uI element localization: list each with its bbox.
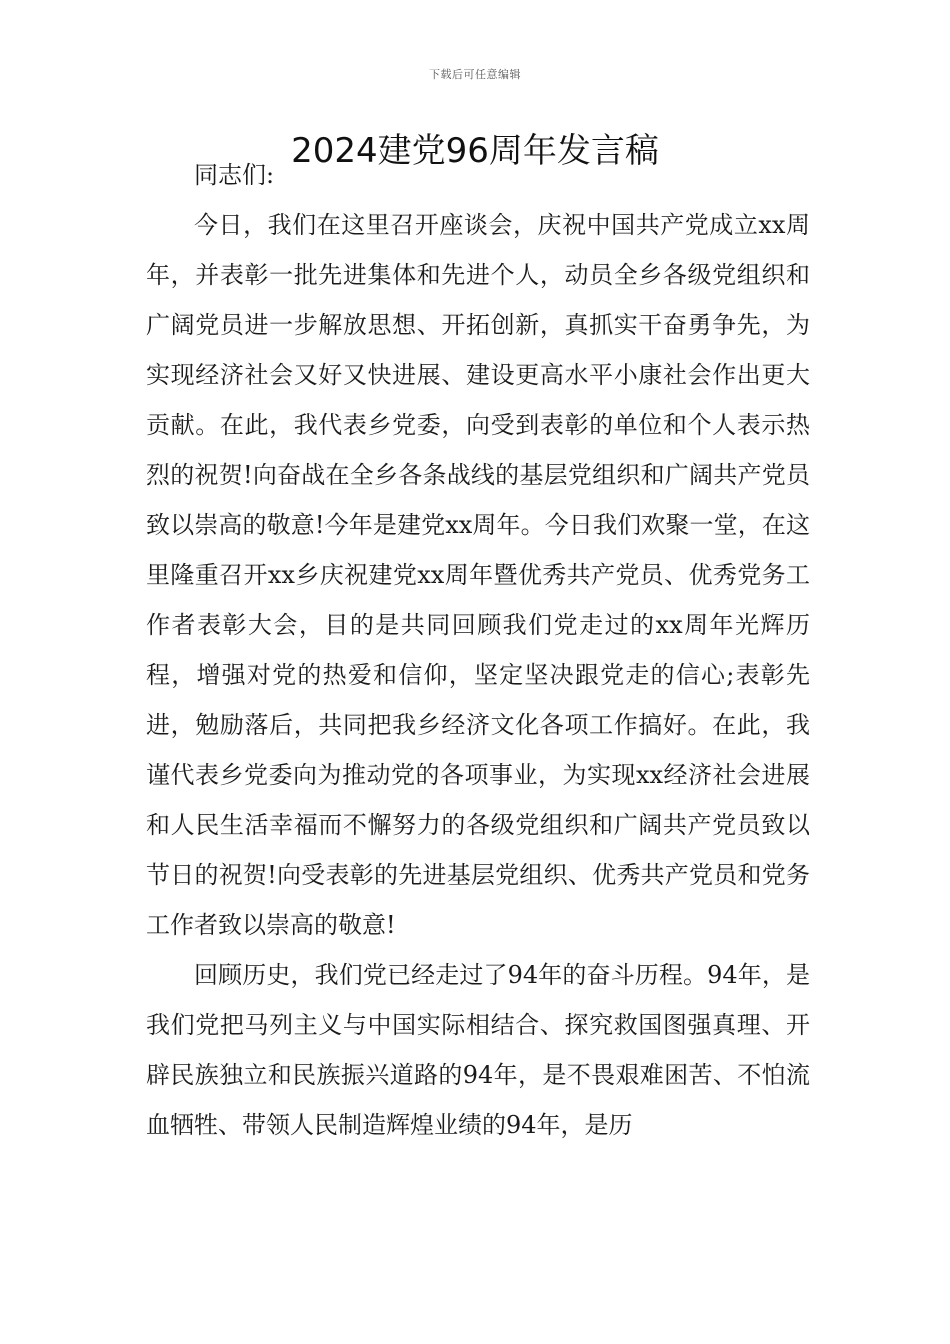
header-note: 下载后可任意编辑 — [429, 68, 521, 81]
document-title: 2024建党96周年发言稿 — [291, 131, 659, 171]
document-body — [146, 150, 810, 1150]
paragraph-1: 今日，我们在这里召开座谈会，庆祝中国共产党成立xx周年，并表彰一批先进集体和先进个人，动员全乡各级党组织和广阔党员进一步解放思想、开拓创新，真抓实干奋勇争先，为实现经济社会又好又快进展、建设更高水平小康社会作出更大贡献。在此，我代表乡党委，向受到表彰的单位和个人表示热烈的祝贺!向奋战在全乡各条战线的基层党组织和广阔共产党员致以崇高的敬意!今年是建党xx周年。今日我们欢聚一堂，在这里隆重召开xx乡庆祝建党xx周年暨优秀共产党员、优秀党务工作者表彰大会，目的是共同回顾我们党走过的xx周年光辉历程，增强对党的热爱和信仰，坚定坚决跟党走的信心;表彰先进，勉励落后，共同把我乡经济文化各项工作搞好。在此，我谨代表乡党委向为推动党的各项事业，为实现xx经济社会进展和人民生活幸福而不懈努力的各级党组织和广阔共产党员致以节日的祝贺!向受表彰的先进基层党组织、优秀共产党员和党务工作者致以崇高的敬意! — [146, 211, 810, 939]
paragraph-2: 回顾历史，我们党已经走过了94年的奋斗历程。94年，是我们党把马列主义与中国实际相结合、探究救国图强真理、开辟民族独立和民族振兴道路的94年，是不畏艰难困苦、不怕流血牺牲、带领人民制造辉煌业绩的94年，是历 — [146, 961, 810, 1139]
salutation: 同志们: — [194, 161, 275, 189]
